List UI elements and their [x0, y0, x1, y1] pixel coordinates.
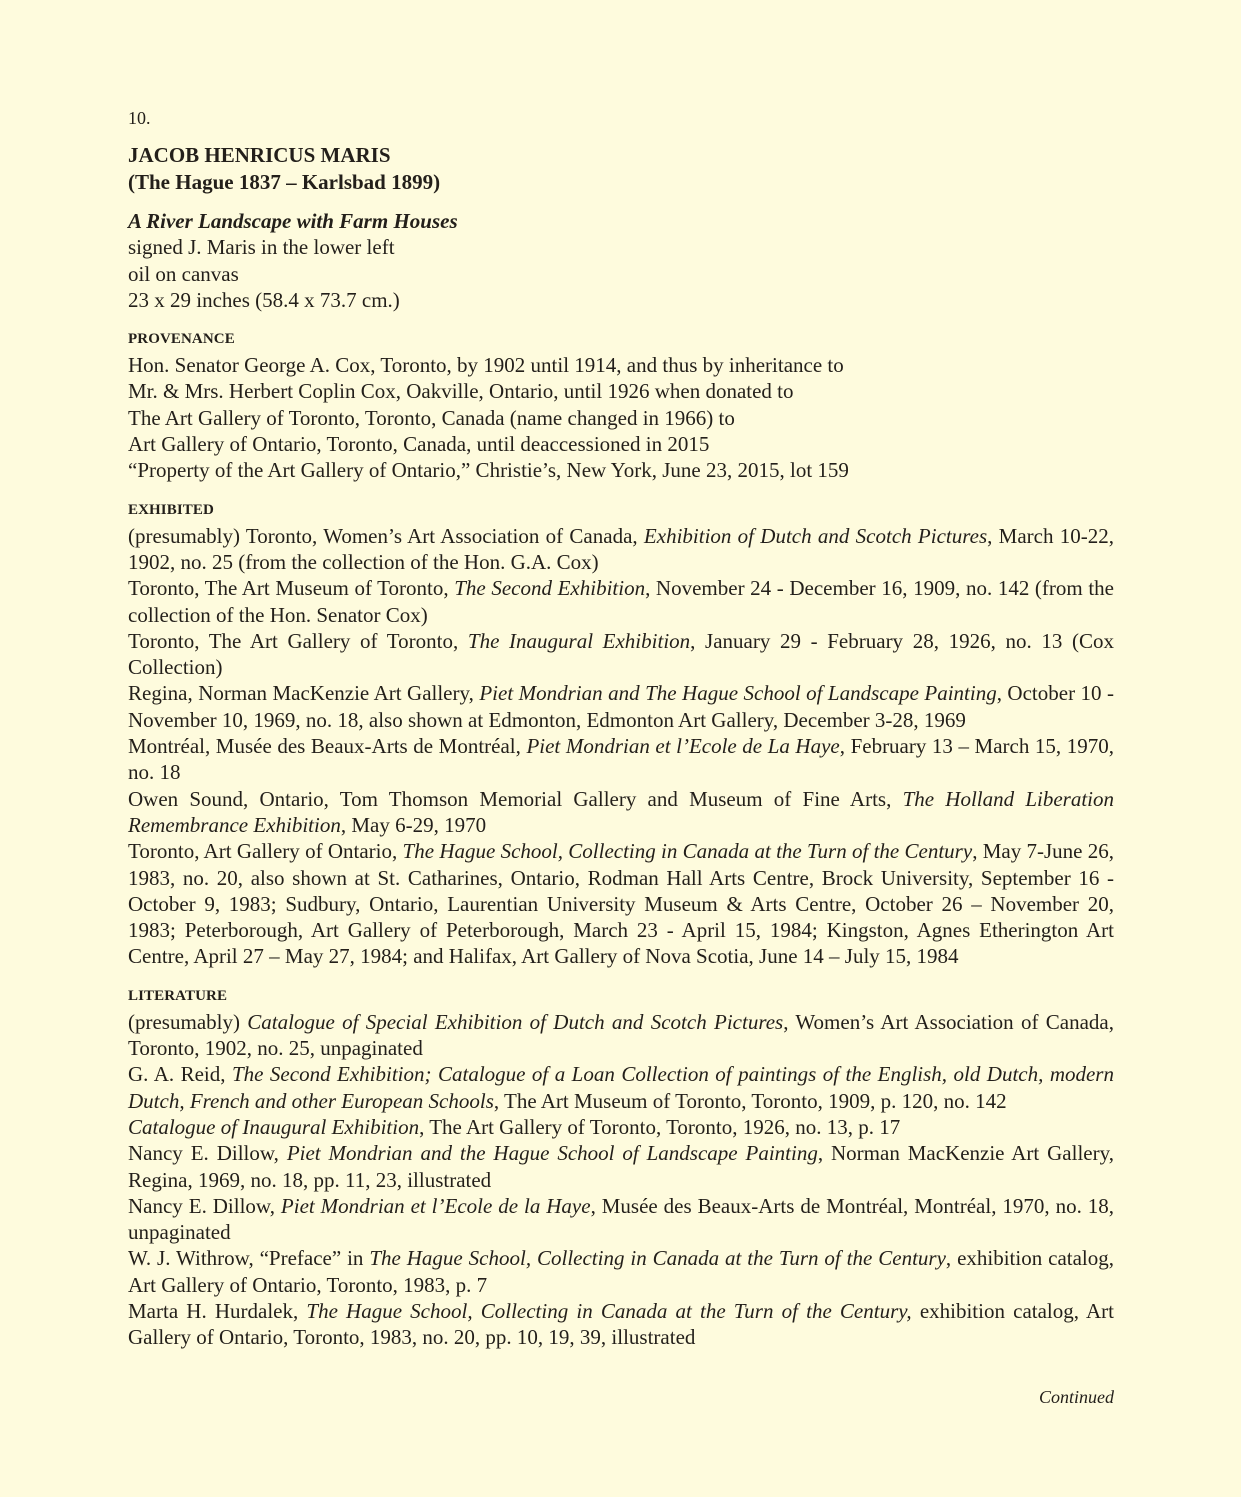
provenance-line: Mr. & Mrs. Herbert Coplin Cox, Oakville, Ontario, until 1926 when donated to [128, 379, 794, 404]
literature-entry: (presumably) Catalogue of Special Exhibition of Dutch and Scotch Pictures, Women’s Art Association of Canada, Toronto, 1902, no. 25, unpaginated [128, 1009, 1115, 1061]
exhibition-entry: Owen Sound, Ontario, Tom Thomson Memorial Gallery and Museum of Fine Arts, The Holland Liberation Remembrance Exhibition, May 6-29, 1970 [128, 786, 1115, 837]
exhibition-entry: Toronto, The Art Gallery of Toronto, The Inaugural Exhibition, January 29 - February 28, 1926, no. 13 (Cox Collection) [128, 628, 1114, 680]
exhibition-entry: (presumably) Toronto, Women’s Art Association of Canada, Exhibition of Dutch and Scotch Pictures, March 10-22, 1902, no. 25 (from the collection of the Hon. G.A. Cox) [128, 523, 1114, 574]
exhibition-entry: Regina, Norman MacKenzie Art Gallery, Piet Mondrian and The Hague School of Landscape Painting, October 10 - November 10, 1969, no. 18, also shown at Edmonton, Edmonton Art Gallery, December 3-28, 1969 [128, 681, 1114, 732]
literature-entry: W. J. Withrow, “Preface” in The Hague School, Collecting in Canada at the Turn of the Century, exhibition catalog, Art Gallery of Ontario, Toronto, 1983, p. 7 [128, 1246, 1115, 1297]
literature-entry: Nancy E. Dillow, Piet Mondrian and the Hague School of Landscape Painting, Norman MacKenzie Art Gallery, Regina, 1969, no. 18, pp. 11, 23, illustrated [128, 1141, 1114, 1192]
literature-entry: G. A. Reid, The Second Exhibition; Catalogue of a Loan Collection of paintings of the English, old Dutch, modern Dutch, French and other European Schools, The Art Museum of Toronto, Toronto, 1909, p. 120, no. 142 [128, 1062, 1114, 1113]
literature-entry: Catalogue of Inaugural Exhibition, The Art Gallery of Toronto, Toronto, 1926, no. 13, p. 17 [128, 1114, 901, 1139]
artwork-medium: oil on canvas [128, 261, 239, 286]
exhibited-heading: EXHIBITED [128, 501, 214, 518]
provenance-heading: PROVENANCE [128, 331, 235, 348]
exhibition-entry: Montréal, Musée des Beaux-Arts de Montréal, Piet Mondrian et l’Ecole de La Haye, February 13 – March 15, 1970, no. 18 [128, 734, 1114, 785]
literature-heading: LITERATURE [128, 987, 228, 1004]
literature-entry: Nancy E. Dillow, Piet Mondrian et l’Ecole de la Haye, Musée des Beaux-Arts de Montréal, Montréal, 1970, no. 18, unpaginated [128, 1193, 1114, 1245]
provenance-line: Art Gallery of Ontario, Toronto, Canada, until deaccessioned in 2015 [128, 432, 710, 457]
exhibition-entry: Toronto, The Art Museum of Toronto, The Second Exhibition, November 24 - December 16, 1909, no. 142 (from the collection of the Hon. Senator Cox) [128, 576, 1114, 627]
artwork-dimensions: 23 x 29 inches (58.4 x 73.7 cm.) [128, 287, 400, 312]
artist-name: JACOB HENRICUS MARIS [128, 143, 391, 167]
continued-note: Continued [1039, 1387, 1114, 1407]
literature-entry: Marta H. Hurdalek, The Hague School, Collecting in Canada at the Turn of the Century, exhibition catalog, Art Gallery of Ontario, Toronto, 1983, no. 20, pp. 10, 19, 39, illustrated [128, 1298, 1114, 1350]
provenance-line: The Art Gallery of Toronto, Toronto, Canada (name changed in 1966) to [128, 405, 735, 430]
exhibited-list [128, 523, 1114, 970]
artist-dates: (The Hague 1837 – Karlsbad 1899) [128, 170, 441, 194]
lot-number: 10. [128, 108, 151, 128]
exhibition-entry: Toronto, Art Gallery of Ontario, The Hague School, Collecting in Canada at the Turn of the Century, May 7-June 26, 1983, no. 20, also shown at St. Catharines, Ontario, Rodman Hall Arts Centre, Brock University, September 16 - October 9, 1983; Sudbury, Ontario, Laurentian University Museum & Arts Centre, October 26 – November 20, 1983; Peterborough, Art Gallery of Peterborough, March 23 - April 15, 1984; Kingston, Agnes Etherington Art Centre, April 27 – May 27, 1984; and Halifax, Art Gallery of Nova Scotia, June 14 – July 15, 1984 [128, 839, 1115, 969]
literature-list [128, 1009, 1114, 1351]
provenance-line: “Property of the Art Gallery of Ontario,” Christie’s, New York, June 23, 2015, lot 159 [128, 458, 849, 483]
catalog-entry [128, 106, 1114, 1351]
artwork-signature: signed J. Maris in the lower left [128, 235, 395, 260]
artwork-title: A River Landscape with Farm Houses [128, 209, 458, 233]
provenance-line: Hon. Senator George A. Cox, Toronto, by 1902 until 1914, and thus by inheritance to [128, 353, 844, 378]
provenance-list [128, 352, 1114, 483]
